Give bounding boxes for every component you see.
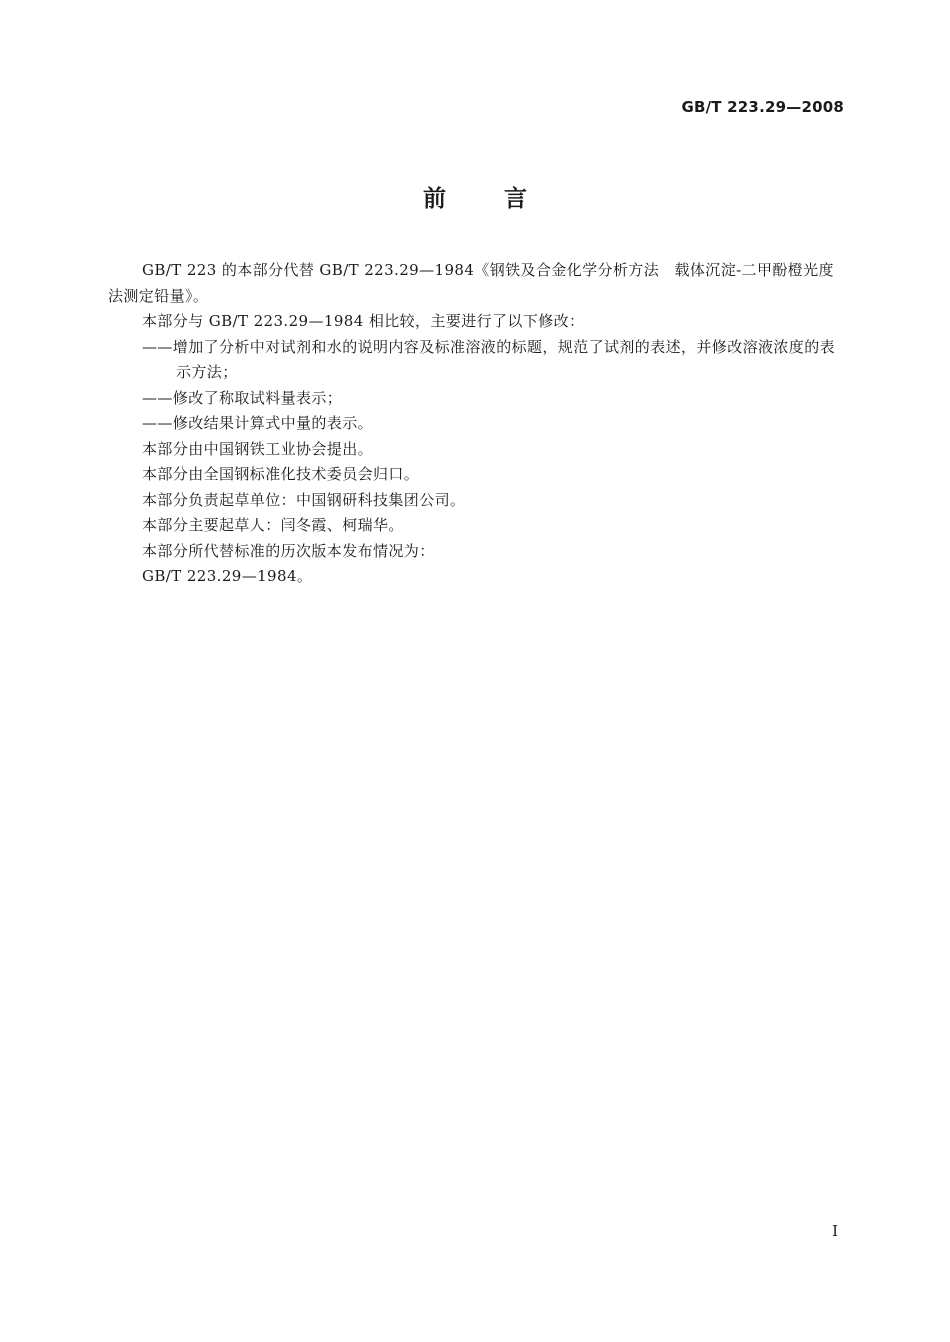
- paragraph-history-version: GB/T 223.29—1984。: [142, 567, 313, 585]
- paragraph-proposer: 本部分由中国钢铁工业协会提出。: [142, 439, 374, 458]
- change-item-2: ——修改了称取试料量表示；: [142, 388, 343, 407]
- paragraph-history-intro: 本部分所代替标准的历次版本发布情况为：: [142, 541, 435, 560]
- foreword-body: [108, 258, 844, 590]
- paragraph-replacement: GB/T 223 的本部分代替 GB/T 223.29—1984《钢铁及合金化学分析方法 载体沉淀-二甲酚橙光度法测定铅量》。: [108, 261, 834, 305]
- title-char-1: 前: [423, 186, 446, 212]
- paragraph-committee: 本部分由全国钢标准化技术委员会归口。: [142, 465, 420, 483]
- page-title: [0, 180, 950, 213]
- paragraph-changes-intro: 本部分与 GB/T 223.29—1984 相比较，主要进行了以下修改：: [142, 312, 585, 330]
- title-char-2: 言: [504, 186, 527, 212]
- paragraph-drafting-unit: 本部分负责起草单位：中国钢研科技集团公司。: [142, 490, 466, 509]
- paragraph-drafters: 本部分主要起草人：闫冬霞、柯瑞华。: [142, 516, 404, 534]
- change-item-1: ——增加了分析中对试剂和水的说明内容及标准溶液的标题，规范了试剂的表述，并修改溶液浓度的表示方法；: [142, 337, 836, 381]
- page-number: I: [832, 1222, 838, 1240]
- change-item-3: ——修改结果计算式中量的表示。: [142, 414, 374, 432]
- standard-code: GB/T 223.29—2008: [681, 98, 844, 116]
